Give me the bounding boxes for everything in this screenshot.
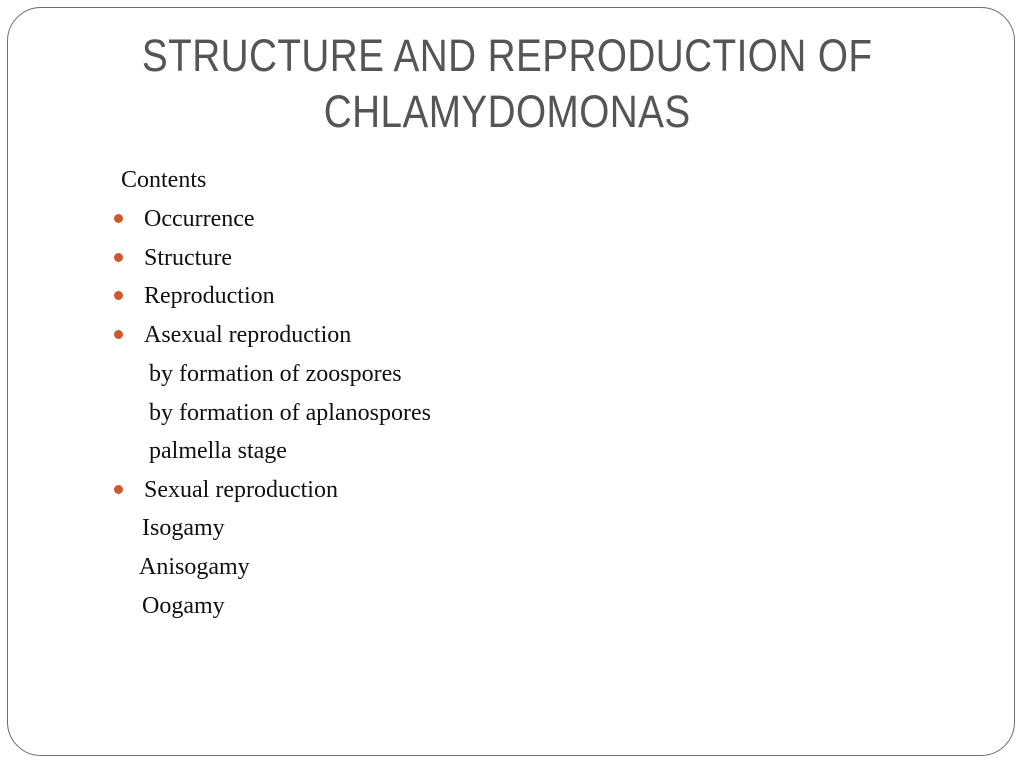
- list-item-asexual-reproduction: Asexual reproduction: [144, 322, 352, 348]
- bullet-icon: [114, 253, 123, 262]
- sub-item-oogamy: Oogamy: [142, 593, 225, 619]
- sub-item-anisogamy: Anisogamy: [139, 554, 250, 580]
- contents-label: Contents: [121, 167, 207, 193]
- list-item-reproduction: Reproduction: [144, 283, 275, 309]
- list-item-sexual-reproduction: Sexual reproduction: [144, 477, 338, 503]
- bullet-icon: [114, 330, 123, 339]
- sub-item-palmella: palmella stage: [149, 438, 287, 464]
- bullet-icon: [114, 485, 123, 494]
- sub-item-aplanospores: by formation of aplanospores: [149, 400, 431, 426]
- bullet-icon: [114, 214, 123, 223]
- list-item-structure: Structure: [144, 245, 232, 271]
- list-item-occurrence: Occurrence: [144, 206, 255, 232]
- bullet-icon: [114, 291, 123, 300]
- title-line-2: CHLAMYDOMONAS: [323, 86, 691, 137]
- sub-item-isogamy: Isogamy: [142, 515, 225, 541]
- sub-item-zoospores: by formation of zoospores: [149, 361, 402, 387]
- title-line-1: STRUCTURE AND REPRODUCTION OF: [141, 30, 873, 81]
